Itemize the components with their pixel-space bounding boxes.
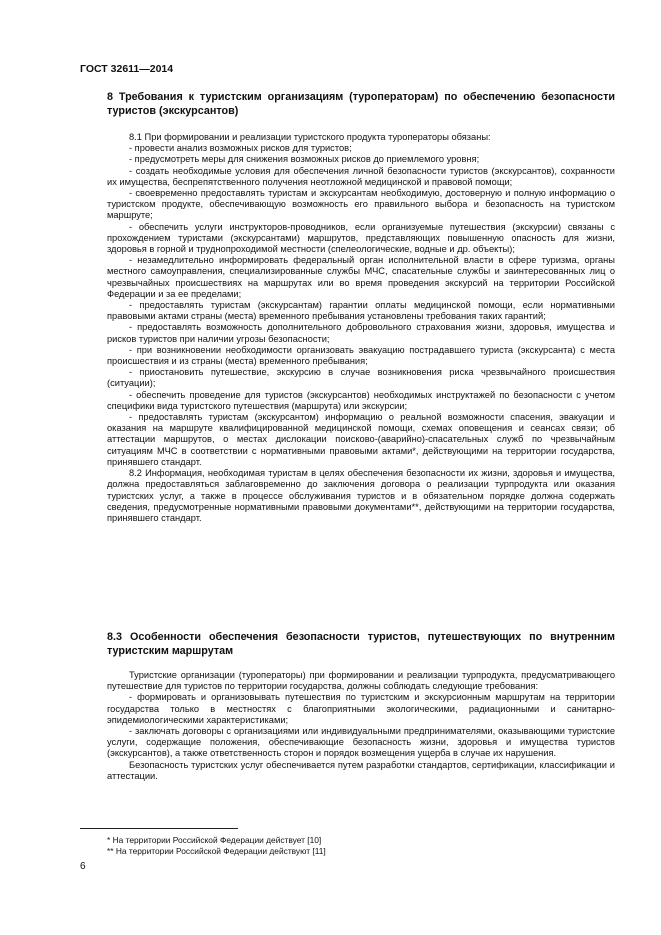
list-item: - предоставлять туристам (экскурсантом) информацию о реальной возможности спасения, эвакуации и оказания на маршруте квалифицированной медицинской помощи, схемах оповещения и сеансах связи; об аттестации маршрутов, о местах дислокации поисково-(аварийно)-спасательных служб по чрезвычайным ситуациям МЧС в соответствии с нормативными правовыми актами*, действующими на территории государства, принявшего стандарт. (107, 412, 615, 467)
footnote: ** На территории Российской Федерации действуют [11] (107, 846, 326, 856)
section-8-3-body (107, 670, 615, 782)
list-item: - предусмотреть меры для снижения возможных рисков до приемлемого уровня; (129, 154, 480, 165)
list-item: - предоставлять возможность дополнительного добровольного страхования жизни, здоровья, имущества и рисков туристов при наличии угрозы безопасности; (107, 322, 615, 344)
list-item: - приостановить путешествие, экскурсию в случае возникновения риска чрезвычайного происшествия (ситуации); (107, 367, 615, 389)
footnote: * На территории Российской Федерации действует [10] (107, 835, 322, 845)
section-8-body (107, 132, 615, 524)
document-id: ГОСТ 32611—2014 (80, 63, 174, 75)
list-item: - обеспечить проведение для туристов (экскурсантов) необходимых инструктажей по безопасности с учетом специфики вида туристского путешествия (маршрута) или экскурсии; (107, 389, 615, 411)
section-8-3-heading: 8.3 Особенности обеспечения безопасности туристов, путешествующих по внутренним туристским маршрутам (107, 631, 615, 657)
paragraph: 8.1 При формировании и реализации туристского продукта туроператоры обязаны: (129, 132, 491, 142)
paragraph: Туристские организации (туроператоры) при формировании и реализации турпродукта, предусматривающего путешествие для туристов по территории государства, должны соблюдать следующие требования: (107, 670, 615, 692)
list-item: - провести анализ возможных рисков для туристов; (129, 143, 352, 154)
list-item: - заключать договоры с организациями или индивидуальными предпринимателями, оказывающими туристские услуги, содержащие положения, обеспечивающие безопасность жизни, здоровья и имущества туристов (экскурсантов), а также ответственность сторон и порядок возмещения ущерба в случае их нарушения. (107, 726, 615, 759)
list-item: - своевременно предоставлять туристам и экскурсантам необходимую, достоверную и полную информацию о туристском продукте, обеспечивающую возможность его правильного выбора и безопасность на туристском маршруте; (107, 188, 615, 221)
paragraph: 8.2 Информация, необходимая туристам в целях обеспечения безопасности их жизни, здоровья и имущества, должна предоставляться заблаговременно до заключения договора о реализации турпродукта или оказания туристских услуг, а также в процессе обслуживания туристов и в обязательном порядке должна содержать сведения, предусмотренные нормативными правовыми документами**, действующими на территории государства, принявшего стандарт. (107, 468, 615, 523)
list-item: - обеспечить услуги инструкторов-проводников, если организуемые путешествия (экскурсии) связаны с прохождением туристами (экскурсантами) маршрутов, представляющих повышенную опасность для жизни, здоровья в горной и труднопроходимой местности (спелеологические, водные и др. объекты); (107, 221, 615, 255)
list-item: - предоставлять туристам (экскурсантам) гарантии оплаты медицинской помощи, если нормативными правовыми актами страны (места) временного пребывания установлены требования таких гарантий; (107, 300, 615, 322)
list-item: - создать необходимые условия для обеспечения личной безопасности туристов (экскурсантов), сохранности их имущества, беспрепятственного получения неотложной медицинской и правовой помощи; (107, 165, 615, 187)
section-8-heading: 8 Требования к туристским организациям (туроператорам) по обеспечению безопасности туристов (экскурсантов) (107, 91, 615, 117)
footnote-separator (80, 828, 238, 829)
paragraph: Безопасность туристских услуг обеспечивается путем разработки стандартов, сертификации, классификации и аттестации. (107, 759, 615, 781)
list-item: - незамедлительно информировать федеральный орган исполнительной власти в сфере туризма, органы местного самоуправления, специализированные службы МЧС, спасательные службы и заинтересованных лиц о чрезвычайных происшествиях на маршрутах или во время проведения экскурсий на территории Российской Федерации и за ее пределами; (107, 255, 615, 299)
page-number: 6 (80, 861, 86, 872)
list-item: - при возникновении необходимости организовать эвакуацию пострадавшего туриста (экскурсанта) с места происшествия и из страны (места) временного пребывания; (107, 344, 615, 367)
list-item: - формировать и организовывать путешествия по туристским и экскурсионным маршрутам на территории государства только в местностях с благоприятными экологическими, радиационными и санитарно-эпидемиологическими характеристиками; (107, 692, 615, 725)
